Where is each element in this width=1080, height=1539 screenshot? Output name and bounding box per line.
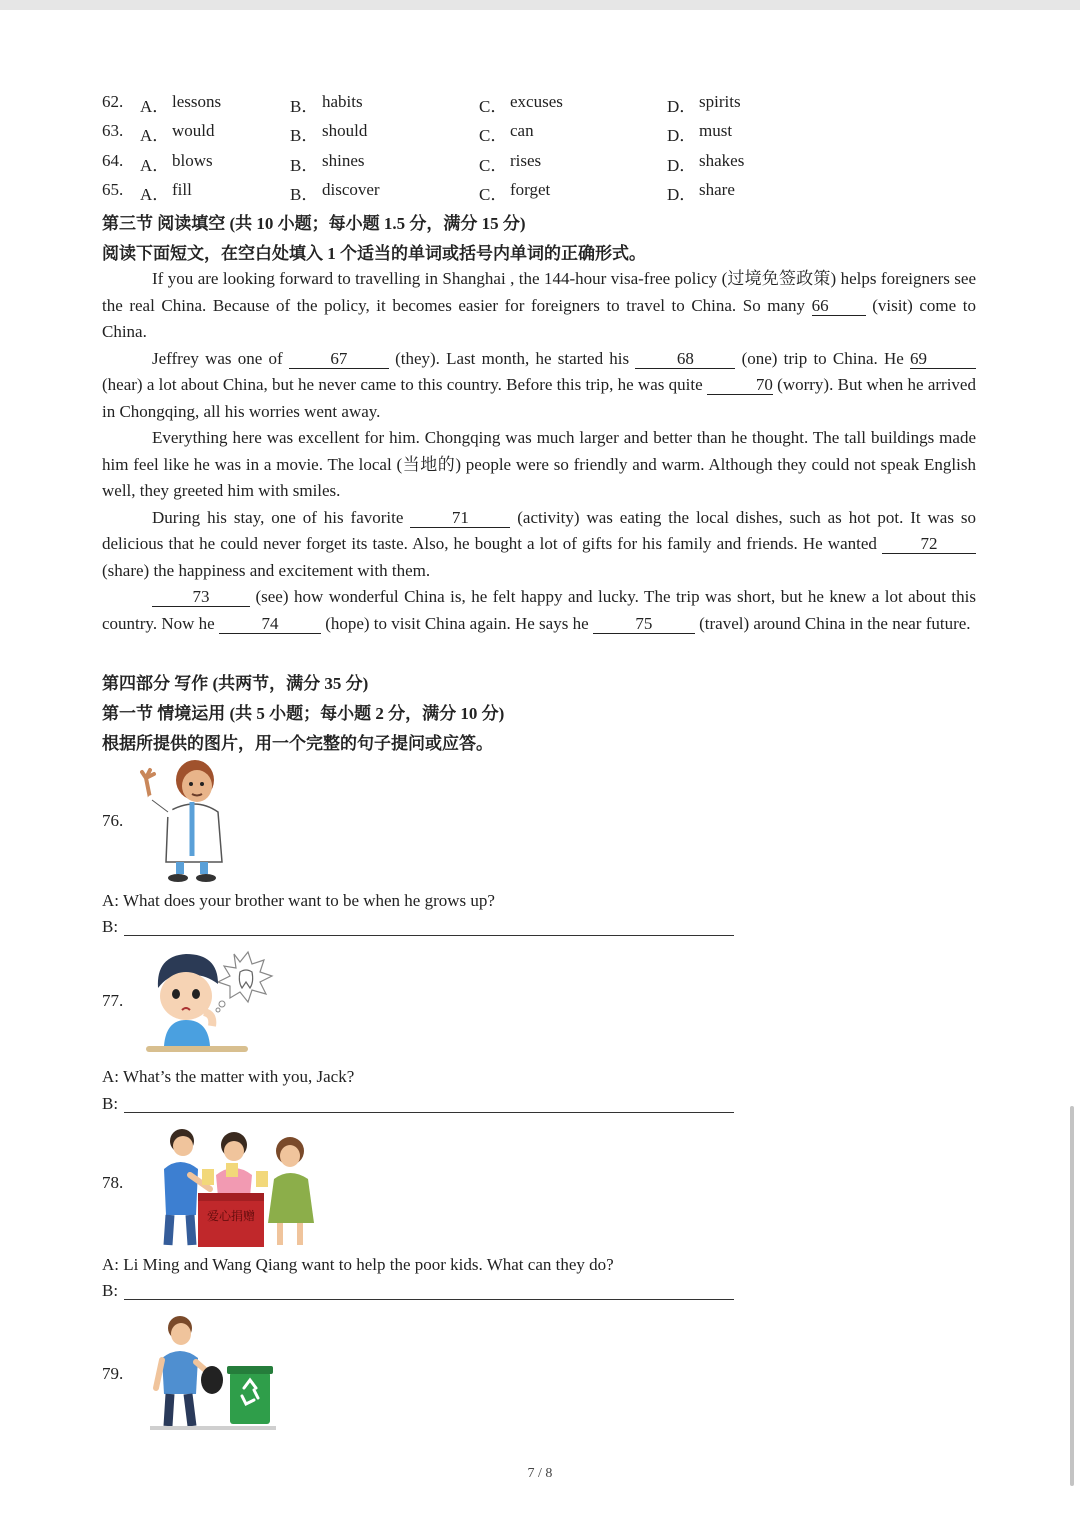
answer-label-77: B: bbox=[102, 1094, 119, 1113]
blank-68: 68 bbox=[635, 349, 735, 369]
section3-instruction: 阅读下面短文，在空白处填入 1 个适当的单词或括号内单词的正确形式。 bbox=[102, 244, 646, 263]
answer-label-76: B: bbox=[102, 917, 119, 936]
doctor-illustration bbox=[140, 756, 230, 884]
passage-paragraph-4: During his stay, one of his favorite 71 (activity) was eating the local dishes, such as hot pot. It was so delicious that he could never forget its taste. Also, he bought a lot of gifts for his family and friends. He wanted 72 (share) the happiness and excitement with them. bbox=[102, 507, 976, 580]
answer-line-76[interactable] bbox=[124, 935, 734, 936]
question-number-76: 76. bbox=[102, 811, 124, 830]
blank-66: 66 bbox=[812, 296, 866, 316]
passage-paragraph-5: 73 (see) how wonderful China is, he felt happy and lucky. The trip was short, but he knew a lot about this country. Now he 74 (hope) to visit China again. He says he 75 (travel) around China in the near future. bbox=[102, 587, 976, 633]
question-number-78: 78. bbox=[102, 1173, 124, 1192]
viewer-top-bar bbox=[0, 0, 1080, 10]
reading-passage bbox=[102, 266, 976, 637]
question-76-prompt: A: What does your brother want to be when he grows up? bbox=[102, 891, 495, 910]
page-number: 7 / 8 bbox=[527, 1466, 553, 1481]
blank-71: 71 bbox=[410, 508, 510, 528]
blank-69: 69 bbox=[910, 349, 976, 369]
scrollbar-thumb[interactable] bbox=[1070, 1106, 1074, 1486]
answer-label-78: B: bbox=[102, 1281, 119, 1300]
option-row-62: 62. A． lessons B． habits C． excuses D． spirits bbox=[102, 92, 741, 116]
section3-heading: 第三节 阅读填空 (共 10 小题；每小题 1.5 分，满分 15 分) bbox=[102, 214, 526, 233]
part4-heading: 第四部分 写作 (共两节，满分 35 分) bbox=[102, 674, 369, 693]
option-row-64: 64. A． blows B． shines C． rises D． shakes bbox=[102, 151, 745, 175]
blank-70: 70 bbox=[707, 375, 773, 395]
part4-section1-heading: 第一节 情境运用 (共 5 小题；每小题 2 分，满分 10 分) bbox=[102, 704, 505, 723]
question-77-prompt: A: What’s the matter with you, Jack? bbox=[102, 1067, 355, 1086]
blank-67: 67 bbox=[289, 349, 389, 369]
donation-people-drawing bbox=[150, 1127, 320, 1249]
passage-paragraph-2: Jeffrey was one of 67 (they). Last month, he started his 68 (one) trip to China. He 69 (hear) a lot about China, but he never came to this country. Before this trip, he was quite 70 (worry). But when he arrived in Chongqing, all his worries went away. bbox=[102, 348, 976, 421]
donation-illustration bbox=[150, 1127, 320, 1249]
recycling-boy-illustration bbox=[150, 1312, 276, 1432]
blank-73: 73 bbox=[152, 587, 250, 607]
donation-box-label: 爱心捐赠 bbox=[206, 1209, 255, 1223]
question-number-79: 79. bbox=[102, 1364, 124, 1383]
passage-paragraph-1: If you are looking forward to travelling in Shanghai , the 144-hour visa-free policy (过境免签政策) helps foreigners see the real China. Because of the policy, it becomes easier for foreigners to travel to China. So many 66 (visit) come to China. bbox=[102, 269, 976, 341]
blank-74: 74 bbox=[219, 614, 321, 634]
answer-line-77[interactable] bbox=[124, 1112, 734, 1113]
part4-instruction: 根据所提供的图片，用一个完整的句子提问或应答。 bbox=[102, 734, 493, 753]
option-row-63: 63. A． would B． should C． can D． must bbox=[102, 121, 733, 145]
answer-line-78[interactable] bbox=[124, 1299, 734, 1300]
passage-paragraph-3: Everything here was excellent for him. Chongqing was much larger and better than he thought. The tall buildings made him feel like he was in a movie. The local (当地的) people were so friendly and warm. Although they could not speak English well, they greeted him with smiles. bbox=[102, 428, 976, 500]
blank-72: 72 bbox=[882, 534, 976, 554]
toothache-boy-illustration bbox=[142, 948, 274, 1056]
option-row-65: 65. A． fill B． discover C． forget D． share bbox=[102, 180, 735, 204]
question-78-prompt: A: Li Ming and Wang Qiang want to help the poor kids. What can they do? bbox=[102, 1255, 614, 1274]
blank-75: 75 bbox=[593, 614, 695, 634]
question-number-77: 77. bbox=[102, 991, 124, 1010]
